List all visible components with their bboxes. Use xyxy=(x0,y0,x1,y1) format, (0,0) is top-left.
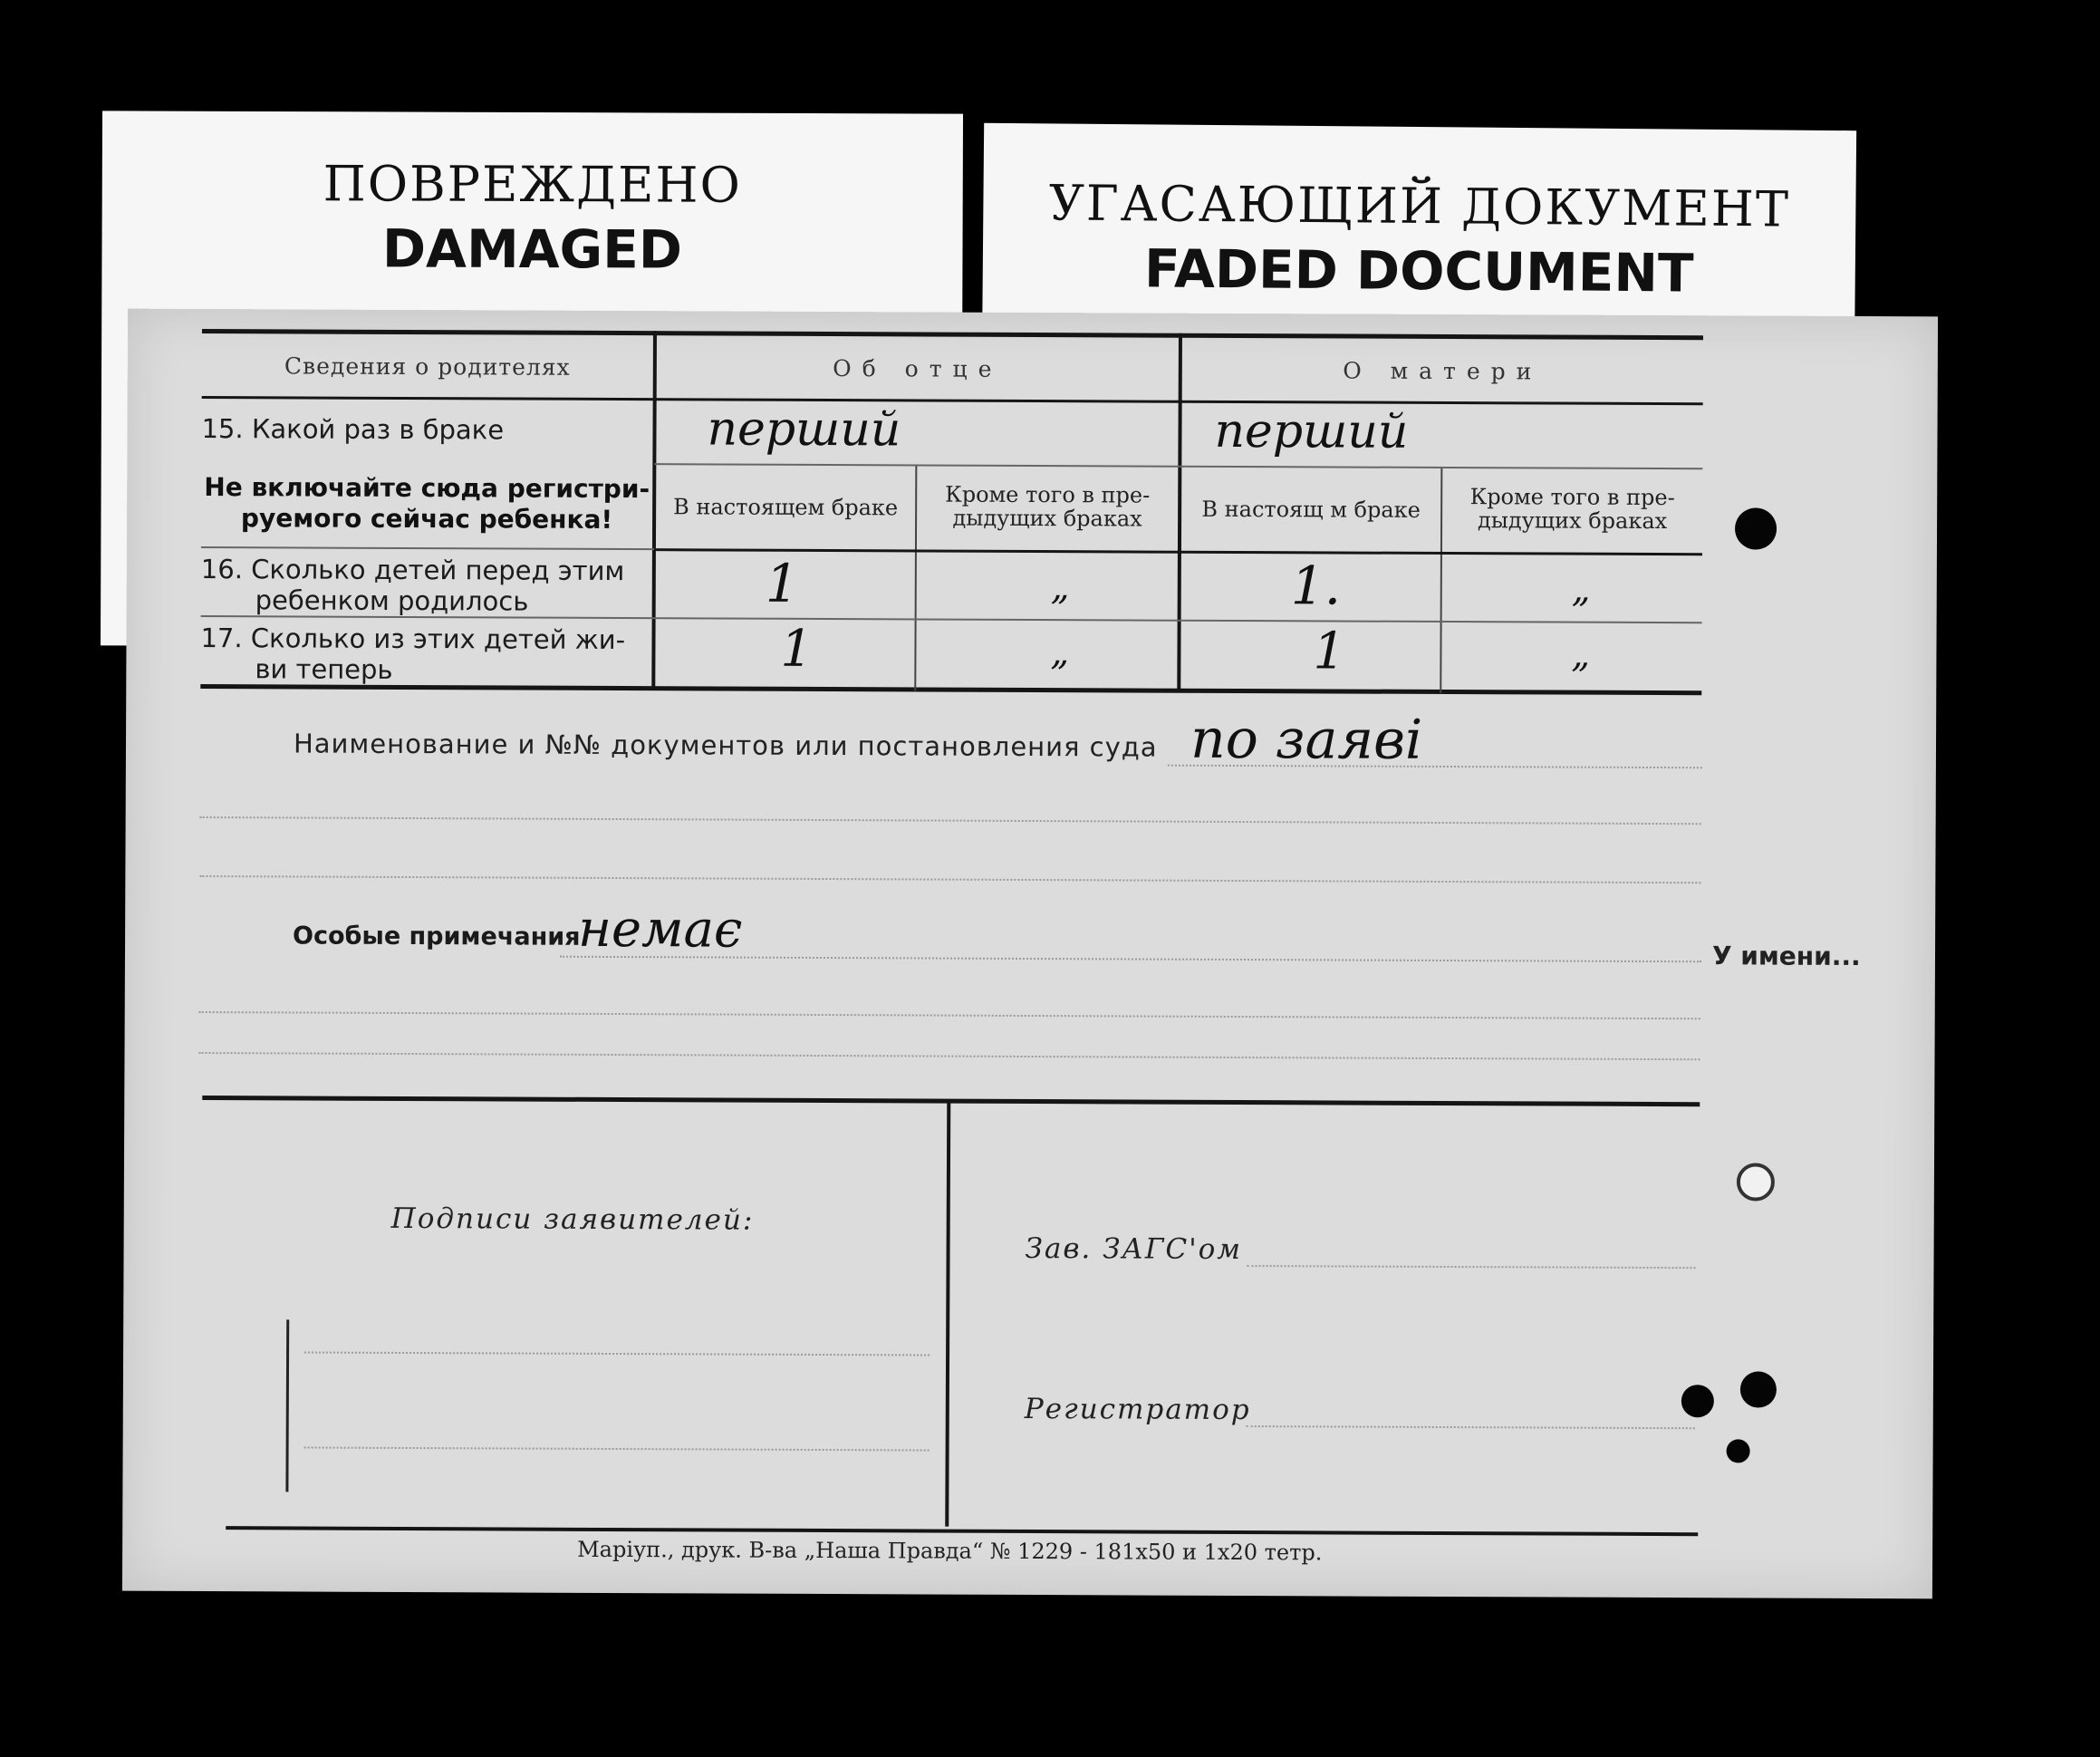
q17-label-line-1: 17. Сколько из этих детей жи- xyxy=(200,623,626,656)
q15-father-value: перший xyxy=(707,401,901,458)
registry-head-label: Зав. ЗАГС'ом xyxy=(1025,1231,1243,1267)
binding-hole-3 xyxy=(1681,1385,1714,1417)
q15-mother-value: перший xyxy=(1214,403,1409,459)
signature-divider xyxy=(945,1101,950,1527)
subheader-mother-current: В настоящ м браке xyxy=(1201,496,1421,523)
q17-father-current: 1 xyxy=(780,619,814,679)
signature-top-rule xyxy=(202,1096,1700,1106)
header-about-father: Об отце xyxy=(833,355,1003,382)
registry-head-dotted-line xyxy=(1247,1265,1695,1269)
table-bottom-rule xyxy=(200,684,1701,695)
q16-father-previous: „ xyxy=(1050,566,1070,609)
applicants-dotted-line-2 xyxy=(304,1447,930,1452)
documents-dotted-line-2 xyxy=(200,816,1701,825)
applicants-brace xyxy=(285,1319,289,1492)
damaged-label-ru: ПОВРЕЖДЕНО xyxy=(323,155,742,214)
q16-label-line-1: 16. Сколько детей перед этим xyxy=(200,554,625,587)
printer-footer: Маріуп., друк. В-ва „Наша Правда“ № 1229 - 181х50 и 1х20 тетр. xyxy=(577,1536,1323,1566)
documents-label: Наименование и №№ документов или постановления суда xyxy=(293,728,1158,763)
q16-label-line-2: ребенком родилось xyxy=(255,584,529,617)
q17-mother-previous: „ xyxy=(1571,633,1591,676)
damaged-label-en: DAMAGED xyxy=(381,217,683,281)
registrar-dotted-line xyxy=(1247,1425,1695,1429)
registration-form-page xyxy=(122,309,1938,1599)
documents-dotted-line-3 xyxy=(199,875,1700,883)
subheader-father-previous-1: Кроме того в пре- xyxy=(945,481,1151,508)
notes-dotted-line-2 xyxy=(199,1011,1700,1019)
binding-hole-2 xyxy=(1737,1163,1775,1201)
applicants-signature-label: Подписи заявителей: xyxy=(390,1202,755,1237)
header-parents-info: Сведения о родителях xyxy=(284,352,571,381)
q17-father-previous: „ xyxy=(1050,632,1070,674)
q15-label: 15. Какой раз в браке xyxy=(201,413,505,446)
special-notes-value: немає xyxy=(577,899,743,960)
subheader-father-previous-2: дыдущих браках xyxy=(952,505,1142,532)
faded-label-en: FADED DOCUMENT xyxy=(1143,237,1694,304)
q16-father-current: 1 xyxy=(765,552,799,614)
note-line-2: руемого сейчас ребенка! xyxy=(240,503,613,535)
q16-mother-previous: „ xyxy=(1571,568,1591,611)
binding-hole-1 xyxy=(1735,507,1777,549)
table-top-rule xyxy=(202,329,1703,340)
q16-mother-current: 1. xyxy=(1290,555,1342,617)
header-bottom-rule xyxy=(202,396,1703,405)
subheader-mother-previous-1: Кроме того в пре- xyxy=(1469,484,1675,511)
registrar-label: Регистратор xyxy=(1024,1392,1251,1427)
subheader-father-current: В настоящем браке xyxy=(673,494,899,521)
subheader-mother-previous-2: дыдущих браках xyxy=(1477,507,1668,535)
note-line-1: Не включайте сюда регистри- xyxy=(204,472,650,505)
q17-label-line-2: ви теперь xyxy=(255,653,393,685)
row-rule-note xyxy=(201,546,654,550)
faded-label-ru: УГАСАЮЩИЙ ДОКУМЕНТ xyxy=(1048,174,1791,238)
q17-mother-current: 1 xyxy=(1313,622,1346,681)
applicants-dotted-line-1 xyxy=(304,1352,930,1356)
side-fragment-text: У имени... xyxy=(1711,941,1861,971)
binding-hole-4 xyxy=(1740,1371,1777,1407)
special-notes-label: Особые примечания xyxy=(293,922,581,951)
documents-value: по заяві xyxy=(1190,707,1423,772)
binding-hole-5 xyxy=(1727,1439,1750,1463)
notes-dotted-line-3 xyxy=(199,1052,1700,1060)
footer-top-rule xyxy=(226,1526,1698,1536)
row-rule-16 xyxy=(201,615,1702,623)
header-about-mother: О матери xyxy=(1343,357,1543,385)
